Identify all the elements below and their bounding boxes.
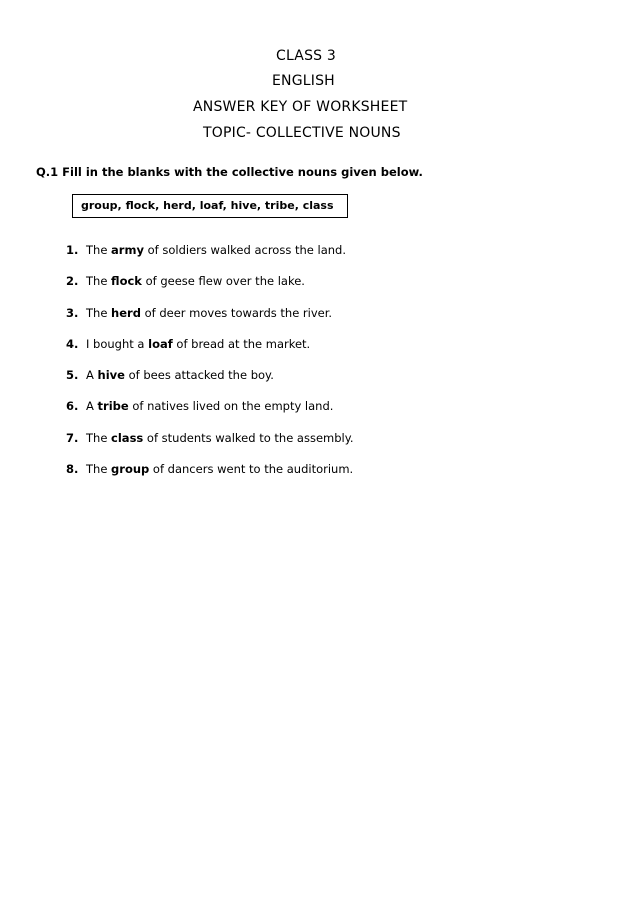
answer-number: 5. (66, 368, 79, 383)
answer-item (66, 242, 354, 273)
answer-text-before: The (86, 305, 112, 320)
answer-text-before: The (86, 430, 112, 445)
answer-text-before: I bought a (86, 336, 149, 351)
answer-number: 6. (66, 399, 79, 414)
answer-item (66, 305, 354, 336)
answer-text-after: of geese flew over the lake. (141, 274, 305, 289)
answer-text-after: of bees attacked the boy. (124, 368, 274, 383)
answer-item (66, 398, 354, 429)
answer-text-before: The (86, 274, 112, 289)
answer-number: 3. (66, 305, 79, 320)
answer-item (66, 430, 354, 461)
answer-keyword: herd (111, 305, 141, 320)
topic-title: TOPIC- COLLECTIVE NOUNS (203, 125, 401, 141)
answer-number: 8. (66, 462, 79, 477)
answer-text-before: A (86, 399, 98, 414)
answer-number: 2. (66, 274, 79, 289)
subject-title: ENGLISH (272, 73, 335, 89)
answer-keyword: loaf (148, 336, 173, 351)
answer-text-before: The (86, 462, 112, 477)
answer-keyword: flock (111, 274, 142, 289)
answer-text-before: The (86, 243, 112, 257)
answer-item (66, 461, 354, 492)
answer-keyword: group (111, 462, 150, 477)
word-bank-box: group, flock, herd, loaf, hive, tribe, class (72, 194, 348, 218)
class-title: CLASS 3 (276, 48, 337, 64)
answer-number: 1. (66, 243, 79, 257)
answer-text-after: of natives lived on the empty land. (128, 399, 334, 414)
answer-keyword: class (111, 430, 144, 445)
answer-item (66, 273, 354, 304)
answer-keyword: tribe (97, 399, 129, 414)
answer-text-after: of dancers went to the auditorium. (149, 462, 354, 477)
worksheet-title: ANSWER KEY OF WORKSHEET (193, 99, 408, 115)
answer-keyword: hive (97, 368, 125, 383)
answer-text-before: A (86, 368, 98, 383)
answer-number: 4. (66, 336, 79, 351)
answer-text-after: of students walked to the assembly. (143, 430, 354, 445)
answer-item (66, 367, 354, 398)
answer-list (66, 242, 354, 492)
answer-text-after: of deer moves towards the river. (140, 305, 333, 320)
answer-keyword: army (111, 243, 144, 257)
answer-number: 7. (66, 430, 79, 445)
answer-text-after: of bread at the market. (172, 336, 311, 351)
answer-item (66, 336, 354, 367)
question-prompt: Q.1 Fill in the blanks with the collective nouns given below. (36, 165, 423, 179)
answer-text-after: of soldiers walked across the land. (143, 243, 346, 257)
